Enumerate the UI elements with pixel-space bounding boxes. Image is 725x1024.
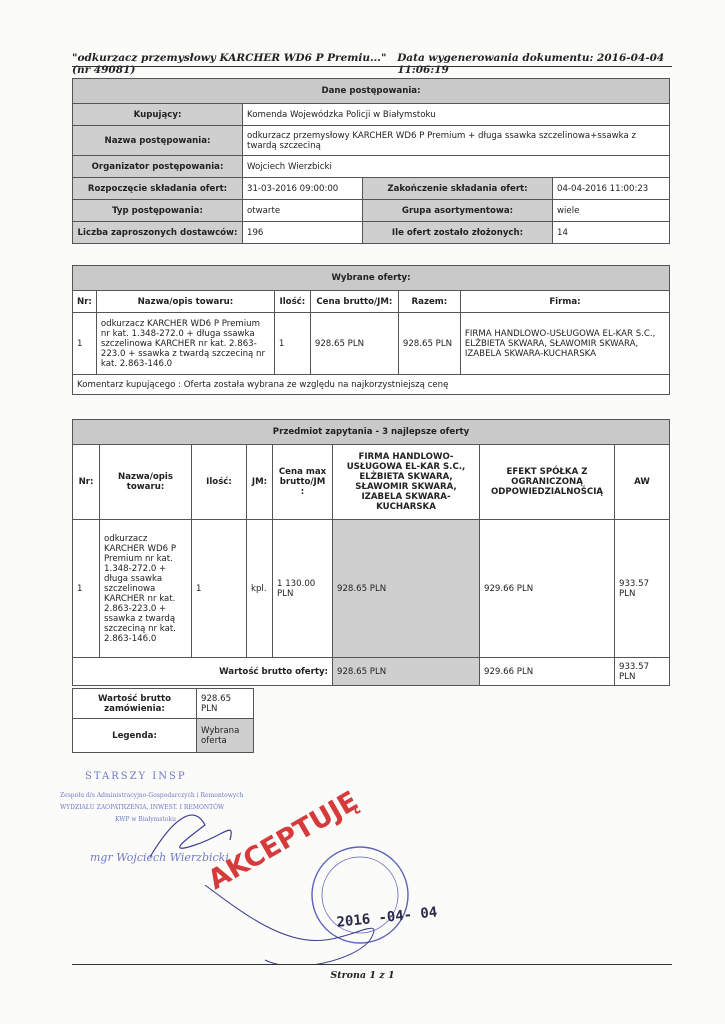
invited-label: Liczba zaproszonych dostawców: (73, 222, 243, 244)
row-total: 928.65 PLN (398, 313, 460, 375)
organizer-label: Organizator postępowania: (73, 156, 243, 178)
page-footer: Strona 1 z 1 (330, 970, 395, 981)
group-label: Grupa asortymentowa: (363, 200, 553, 222)
legend-label: Legenda: (73, 719, 197, 753)
col-name: Nazwa/opis towaru: (96, 291, 274, 313)
stamp-date: 2016 -04- 04 (335, 904, 439, 931)
round-stamp (312, 847, 408, 943)
buyer-comment: Komentarz kupującego : Oferta została wybrana ze względu na najkorzystniejszą cenę (73, 375, 670, 395)
top3-row-unit: kpl. (247, 520, 273, 658)
row-firm: FIRMA HANDLOWO-USŁUGOWA EL-KAR S.C., ELŻBIETA SKWARA, SŁAWOMIR SKWARA, IZABELA SKWARA-KUCHARSKA (460, 313, 669, 375)
document-header (72, 52, 672, 76)
type-label: Typ postępowania: (73, 200, 243, 222)
top3-total-offer1: 928.65 PLN (333, 658, 480, 686)
buyer-label: Kupujący: (73, 104, 243, 126)
top3-col-name: Nazwa/opis towaru: (100, 445, 192, 520)
stamps-area (55, 765, 475, 965)
top3-row-max: 1 130.00 PLN (273, 520, 333, 658)
top3-col-offer2: EFEKT SPÓŁKA Z OGRANICZONĄ ODPOWIEDZIALNOŚCIĄ (480, 445, 615, 520)
start-label: Rozpoczęcie składania ofert: (73, 178, 243, 200)
table-row (73, 313, 670, 375)
top3-total-label: Wartość brutto oferty: (73, 658, 333, 686)
accept-stamp: AKCEPTUJĘ (203, 785, 364, 897)
header-divider (72, 66, 672, 67)
col-nr: Nr: (73, 291, 97, 313)
top3-row-name: odkurzacz KARCHER WD6 P Premium nr kat. 1.348-272.0 + długa ssawka szczelinowa KARCHER nr kat. 2.863-223.0 + ssawka z twardą szczeciną nr kat. 2.863-146.0 (100, 520, 192, 658)
start-value: 31-03-2016 09:00:00 (243, 178, 363, 200)
top3-title: Przedmiot zapytania - 3 najlepsze oferty (73, 420, 670, 445)
top3-col-offer3: AW (615, 445, 670, 520)
group-value: wiele (553, 200, 670, 222)
name-label: Nazwa postępowania: (73, 126, 243, 156)
selected-title: Wybrane oferty: (73, 266, 670, 291)
blue-stamp-line1: STARSZY INSP (85, 771, 187, 782)
col-total: Razem: (398, 291, 460, 313)
top3-row-qty: 1 (192, 520, 247, 658)
row-qty: 1 (274, 313, 310, 375)
header-title: "odkurzacz przemysłowy KARCHER WD6 P Premiu..." (nr 49081) (72, 52, 387, 76)
offers-value: 14 (553, 222, 670, 244)
name-value: odkurzacz przemysłowy KARCHER WD6 P Premium + długa ssawka szczelinowa+ssawka z twardą szczeciną (243, 126, 670, 156)
top3-row-offer3: 933.57 PLN (615, 520, 670, 658)
signer-name: mgr Wojciech Wierzbicki (90, 851, 229, 864)
buyer-value: Komenda Wojewódzka Policji w Białymstoku (243, 104, 670, 126)
end-label: Zakończenie składania ofert: (363, 178, 553, 200)
selected-offers-table (72, 265, 670, 395)
top3-col-nr: Nr: (73, 445, 100, 520)
top3-col-max: Cena max brutto/JM : (273, 445, 333, 520)
end-value: 04-04-2016 11:00:23 (553, 178, 670, 200)
top3-col-qty: Ilość: (192, 445, 247, 520)
blue-stamp-line4: KWP w Białymstoku (115, 816, 176, 823)
type-value: otwarte (243, 200, 363, 222)
blue-stamp-line3: WYDZIAŁU ZAOPATRZENIA, INWEST. I REMONTÓW (60, 804, 225, 811)
top3-row-offer2: 929.66 PLN (480, 520, 615, 658)
row-nr: 1 (73, 313, 97, 375)
top3-total-offer3: 933.57 PLN (615, 658, 670, 686)
legend-swatch: Wybrana oferta (197, 719, 254, 753)
row-price: 928.65 PLN (310, 313, 398, 375)
top3-row-offer1: 928.65 PLN (333, 520, 480, 658)
order-value-label: Wartość brutto zamówienia: (73, 689, 197, 719)
top-offers-table (72, 419, 670, 686)
col-qty: Ilość: (274, 291, 310, 313)
order-summary-table (72, 688, 254, 753)
organizer-value: Wojciech Wierzbicki (243, 156, 670, 178)
table-row (73, 520, 670, 658)
footer-divider (72, 964, 672, 965)
top3-col-unit: JM: (247, 445, 273, 520)
col-firm: Firma: (460, 291, 669, 313)
invited-value: 196 (243, 222, 363, 244)
top3-total-offer2: 929.66 PLN (480, 658, 615, 686)
col-price: Cena brutto/JM: (310, 291, 398, 313)
proceedings-title: Dane postępowania: (73, 79, 670, 104)
proceedings-table (72, 78, 670, 244)
order-value: 928.65 PLN (197, 689, 254, 719)
top3-row-nr: 1 (73, 520, 100, 658)
header-date: Data wygenerowania dokumentu: 2016-04-04 11:06:19 (397, 52, 665, 76)
offers-label: Ile ofert zostało złożonych: (363, 222, 553, 244)
top3-col-offer1: FIRMA HANDLOWO-USŁUGOWA EL-KAR S.C., ELŻBIETA SKWARA, SŁAWOMIR SKWARA, IZABELA SKWARA-KUCHARSKA (333, 445, 480, 520)
row-name: odkurzacz KARCHER WD6 P Premium nr kat. 1.348-272.0 + długa ssawka szczelinowa KARCHER nr kat. 2.863-223.0 + ssawka z twardą szczeciną nr kat. 2.863-146.0 (96, 313, 274, 375)
blue-stamp-line2: Zespołu d/s Administracyjno-Gospodarczych i Remontowych (60, 792, 244, 799)
stamp-graphics (55, 765, 475, 965)
